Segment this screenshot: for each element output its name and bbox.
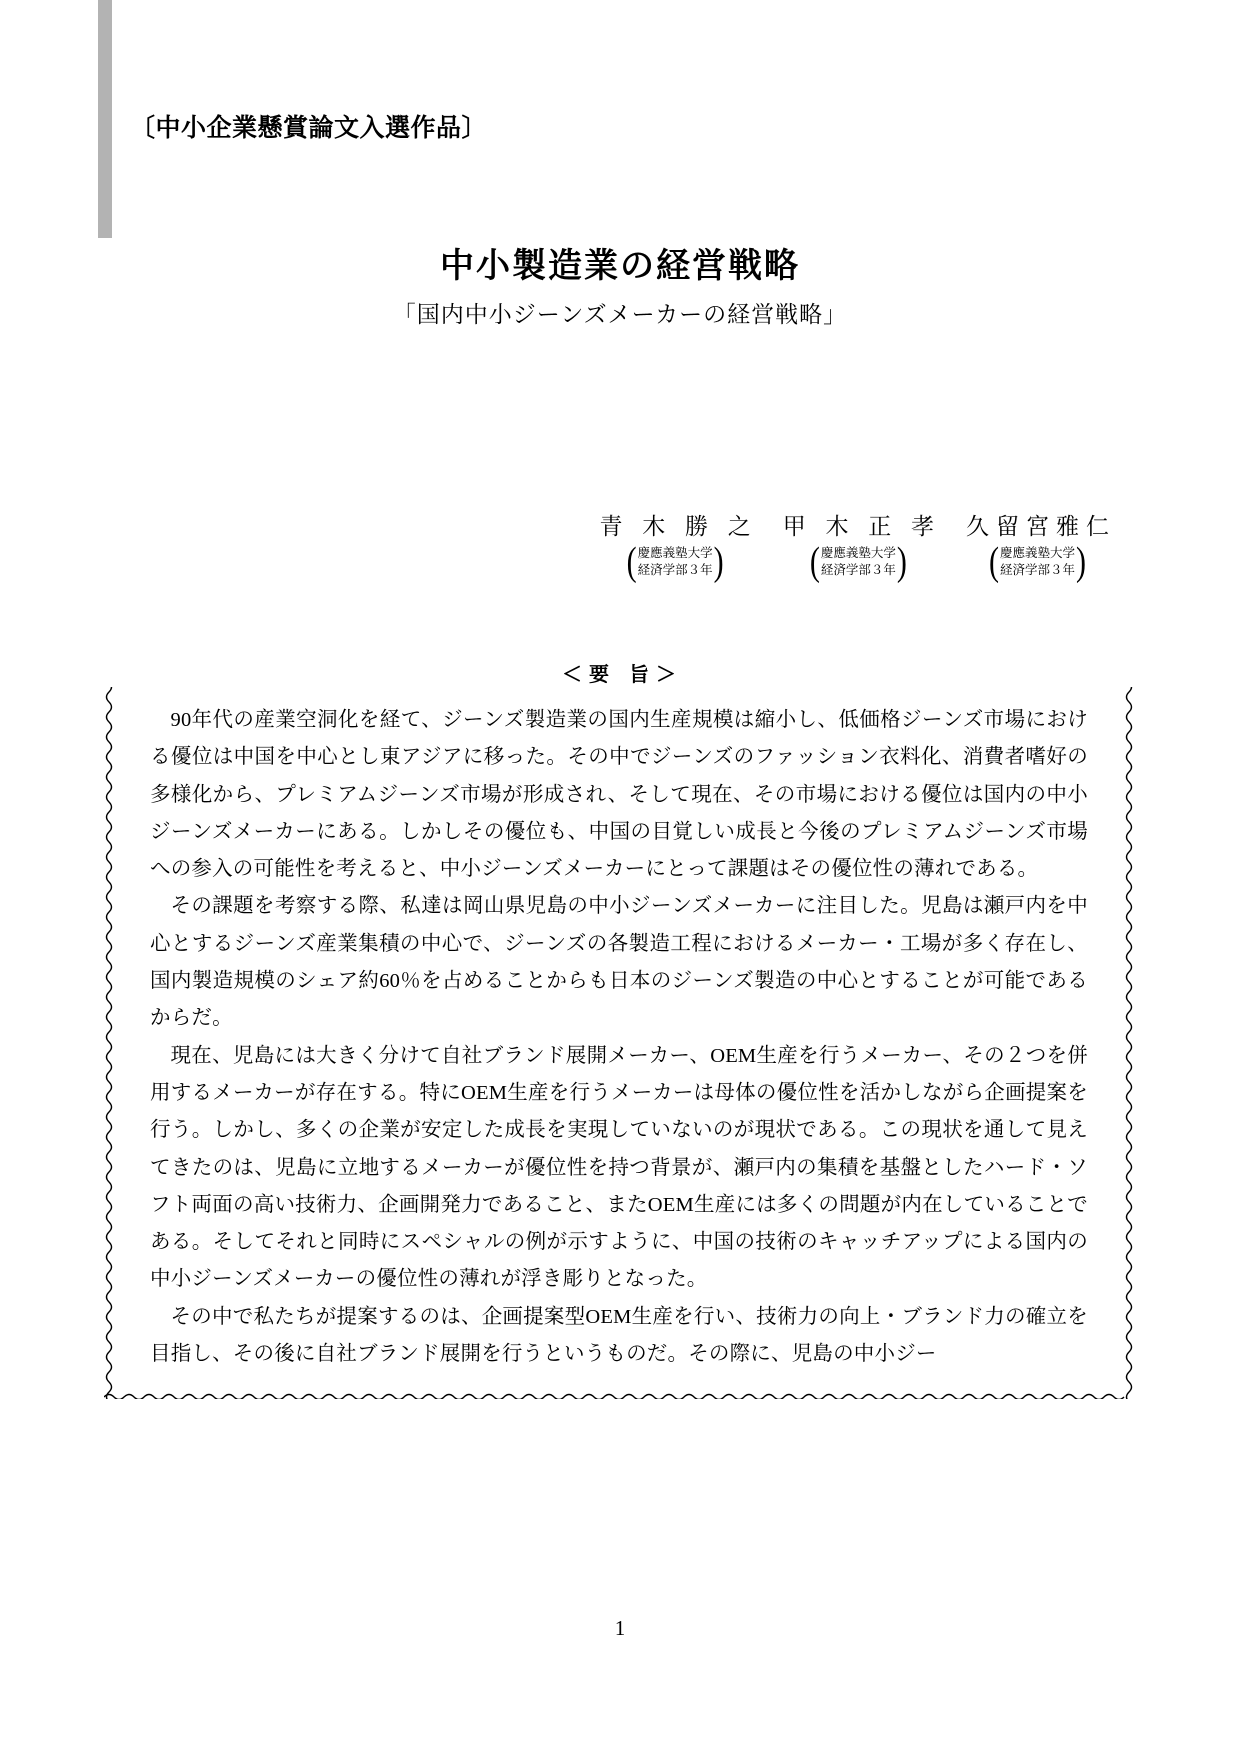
author-entry [776, 508, 941, 585]
author-affiliation [988, 539, 1086, 585]
abstract-body [150, 702, 1088, 1373]
abstract-paragraph: その課題を考察する際、私達は岡山県児島の中小ジーンズメーカーに注目した。児島は瀬戸内を中心とするジーンズ産業集積の中心で、ジーンズの各製造工程におけるメーカー・工場が多く存在し、国内製造規模のシェア約60％を占めることからも日本のジーンズ製造の中心とすることが可能であるからだ。 [150, 895, 1088, 1030]
paren-close: ) [896, 539, 907, 585]
author-affiliation [626, 539, 724, 585]
left-accent-bar [98, 0, 112, 238]
abstract-box [104, 672, 1134, 1399]
affiliation-line-1: 慶應義塾大学 [637, 546, 713, 560]
abstract-heading [104, 658, 1134, 687]
page-subtitle: 「国内中小ジーンズメーカーの経営戦略」 [392, 302, 848, 327]
author-entry [593, 508, 758, 585]
author-affiliation [809, 539, 907, 585]
page-number: 1 [614, 1616, 626, 1640]
wavy-border-right [1124, 672, 1134, 1399]
abstract-paragraph: その中で私たちが提案するのは、企画提案型OEM生産を行い、技術力の向上・ブランド力の確立を目指し、その後に自社ブランド展開を行うというものだ。その際に、児島の中小ジー [150, 1305, 1088, 1366]
paren-open: ( [626, 539, 637, 585]
affiliation-line-2: 経済学部３年 [820, 562, 896, 577]
category-label: 〔中小企業懸賞論文入選作品〕 [130, 113, 488, 142]
paren-close: ) [713, 539, 724, 585]
wavy-border-bottom [104, 1389, 1134, 1399]
author-entry [959, 508, 1116, 585]
author-name: 甲 木 正 孝 [782, 514, 941, 539]
author-name: 青 木 勝 之 [599, 514, 758, 539]
wavy-border-left [104, 672, 114, 1399]
affiliation-line-2: 経済学部３年 [999, 562, 1075, 577]
page-title: 中小製造業の経営戦略 [440, 246, 800, 286]
affiliation-line-2: 経済学部３年 [637, 562, 713, 577]
author-name: 久留宮雅仁 [966, 514, 1116, 539]
abstract-heading-text: ＜ 要 旨 ＞ [550, 662, 688, 686]
affiliation-line-1: 慶應義塾大学 [999, 546, 1075, 560]
paren-open: ( [809, 539, 820, 585]
abstract-paragraph: 90年代の産業空洞化を経て、ジーンズ製造業の国内生産規模は縮小し、低価格ジーンズ市場における優位は中国を中心とし東アジアに移った。その中でジーンズのファッション衣料化、消費者嗜好の多様化から、プレミアムジーンズ市場が形成され、そして現在、その市場における優位は国内の中小ジーンズメーカーにある。しかしその優位も、中国の目覚しい成長と今後のプレミアムジーンズ市場への参入の可能性を考えると、中小ジーンズメーカーにとって課題はその優位性の薄れである。 [150, 709, 1088, 881]
abstract-section [104, 662, 1134, 1399]
paren-close: ) [1076, 539, 1086, 585]
author-list [593, 508, 1117, 585]
affiliation-line-1: 慶應義塾大学 [820, 546, 896, 560]
paren-open: ( [988, 539, 999, 585]
abstract-paragraph: 現在、児島には大きく分けて自社ブランド展開メーカー、OEM生産を行うメーカー、その２つを併用するメーカーが存在する。特にOEM生産を行うメーカーは母体の優位性を活かしながら企画提案を行う。しかし、多くの企業が安定した成長を実現していないのが現状である。この現状を通して見えてきたのは、児島に立地するメーカーが優位性を持つ背景が、瀬戸内の集積を基盤としたハード・ソフト両面の高い技術力、企画開発力であること、またOEM生産には多くの問題が内在していることである。そしてそれと同時にスペシャルの例が示すように、中国の技術のキャッチアップによる国内の中小ジーンズメーカーの優位性の薄れが浮き彫りとなった。 [150, 1044, 1088, 1291]
